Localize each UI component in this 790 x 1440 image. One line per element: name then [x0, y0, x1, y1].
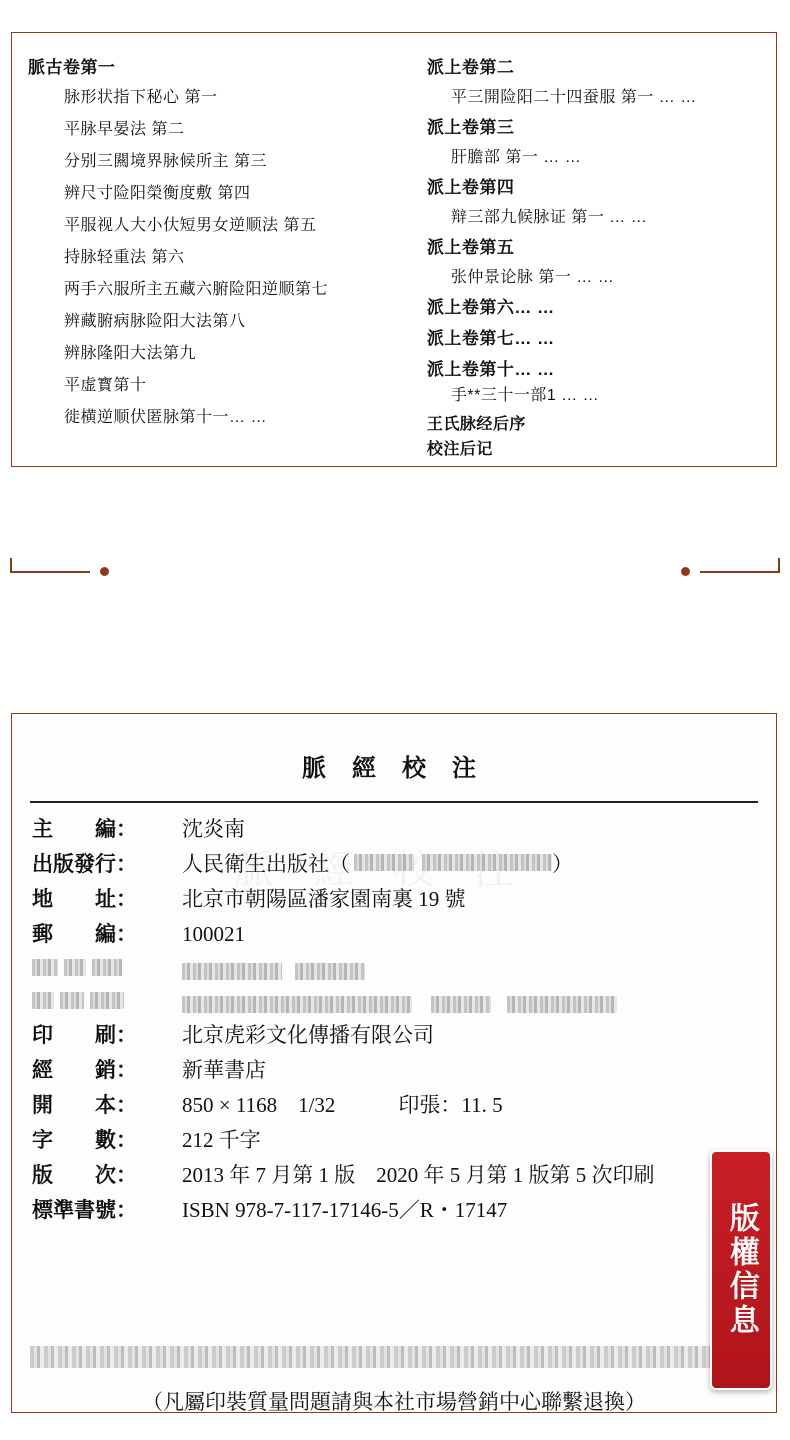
toc-item: 脉形状指下秘心 第一: [64, 89, 218, 106]
row-value-redacted: [182, 959, 365, 980]
row-label-redacted: [32, 959, 182, 976]
row-value-tail: ）: [552, 852, 573, 876]
copyright-row-address: [32, 889, 756, 910]
toc-heading: 派上卷第三: [426, 118, 515, 137]
toc-heading: 派上卷第四: [426, 178, 515, 197]
copyright-row-postcode: [32, 924, 756, 945]
toc-item: 徙横逆顺伏匿脉第十一… …: [64, 409, 267, 426]
toc-heading: 派上卷第六… …: [426, 298, 555, 317]
toc-heading: 派上卷第七… …: [426, 329, 555, 348]
toc-item: 平三開险阳二十四蚕服 第一 … …: [450, 89, 697, 106]
divider-dot-left: [100, 567, 109, 576]
toc-item: 手**三十一部1 … …: [450, 387, 600, 404]
redacted-price-band: [30, 1346, 766, 1368]
copyright-inner: [12, 748, 776, 1413]
row-value: ISBN 978-7-117-17146-5／R・17147: [182, 1198, 508, 1222]
toc-item: 肝膽部 第一 … …: [450, 149, 582, 166]
copyright-row-redacted: [32, 992, 756, 1013]
copyright-row-isbn: [32, 1200, 756, 1221]
copyright-row-publisher: [32, 854, 756, 875]
redacted-block: [354, 854, 414, 871]
toc-item: 两手六服所主五藏六腑险阳逆顺第七: [64, 281, 329, 298]
row-value-redacted: [182, 992, 617, 1013]
divider-dot-right: [681, 567, 690, 576]
row-label: 經 銷：: [32, 1058, 137, 1082]
toc-item: 张仲景论脉 第一 … …: [450, 269, 615, 286]
row-label: 開 本：: [32, 1093, 137, 1117]
row-label: 標準書號：: [32, 1198, 137, 1222]
row-label: 印 刷：: [32, 1023, 137, 1047]
toc-item: 辨脉隆阳大法第九: [64, 345, 197, 362]
toc-columns: [12, 33, 776, 461]
quality-notice: （凡屬印裝質量問題請與本社市場營銷中心聯繫退換）: [142, 1390, 646, 1413]
row-label: 主 編：: [32, 817, 137, 841]
row-value: 100021: [182, 922, 245, 946]
copyright-info-tab-label: 版權信息: [724, 1202, 758, 1338]
divider-line-left: [10, 571, 90, 573]
row-label: 地 址：: [32, 887, 137, 911]
row-value: 2013 年 7 月第 1 版 2020 年 5 月第 1 版第 5 次印刷: [182, 1163, 655, 1187]
copyright-row-editor: [32, 819, 756, 840]
row-value: 沈炎南: [182, 817, 245, 841]
toc-item: 辩三部九候脉证 第一 … …: [450, 209, 648, 226]
row-value: 新華書店: [182, 1058, 266, 1082]
copyright-row-printer: [32, 1025, 756, 1046]
row-value: 北京市朝陽區潘家園南裏 19 號: [182, 887, 466, 911]
copyright-row-format: [32, 1095, 756, 1116]
divider-tail-left: [10, 558, 12, 572]
row-label: 出版發行：: [32, 852, 137, 876]
toc-column-left: [28, 53, 427, 461]
divider-tail-right: [778, 558, 780, 572]
row-value: 850 × 1168 1/32 印張：11. 5: [182, 1093, 503, 1117]
row-label: 版 次：: [32, 1163, 137, 1187]
toc-heading: 派上卷第五: [426, 238, 515, 257]
toc-heading: 派上卷第十… …: [426, 360, 555, 379]
copyright-row-wordcount: [32, 1130, 756, 1151]
toc-item: 平服视人大小㐲短男女逆顺法 第五: [64, 217, 317, 234]
redacted-block: [422, 854, 552, 871]
copyright-row-edition: [32, 1165, 756, 1186]
toc-item: 辨尺寸险阳榮衡度敷 第四: [64, 185, 251, 202]
row-value: 人民衛生出版社（: [182, 852, 350, 876]
decorative-divider: [0, 556, 790, 588]
table-of-contents-panel: [11, 32, 777, 467]
copyright-rows: [12, 803, 776, 1221]
toc-column-right: [427, 53, 760, 461]
toc-item: 辨藏腑病脉险阳大法第八: [64, 313, 246, 330]
divider-line-right: [700, 571, 780, 573]
toc-editor-note: 校注后记: [426, 441, 493, 458]
row-value: 北京虎彩文化傳播有限公司: [182, 1023, 434, 1047]
row-label-redacted: [32, 992, 182, 1009]
copyright-row-redacted: [32, 959, 756, 980]
copyright-row-distributor: [32, 1060, 756, 1081]
row-label: 郵 編：: [32, 922, 137, 946]
row-label: 字 數：: [32, 1128, 137, 1152]
row-value: 212 千字: [182, 1128, 261, 1152]
toc-item: 平虚寳第十: [64, 377, 147, 394]
toc-postscript: 王氏脉经后序: [426, 416, 526, 433]
toc-heading: 脈古卷第一: [28, 58, 116, 77]
toc-item: 平脉早晏法 第二: [64, 121, 185, 138]
toc-item: 持脉轻重法 第六: [64, 249, 185, 266]
copyright-page: [11, 713, 777, 1413]
toc-heading: 派上卷第二: [426, 58, 515, 77]
book-title: 脈 經 校 注: [302, 756, 486, 782]
copyright-info-tab: [710, 1150, 772, 1390]
toc-item: 分别三闗境界脉候所主 第三: [64, 153, 267, 170]
